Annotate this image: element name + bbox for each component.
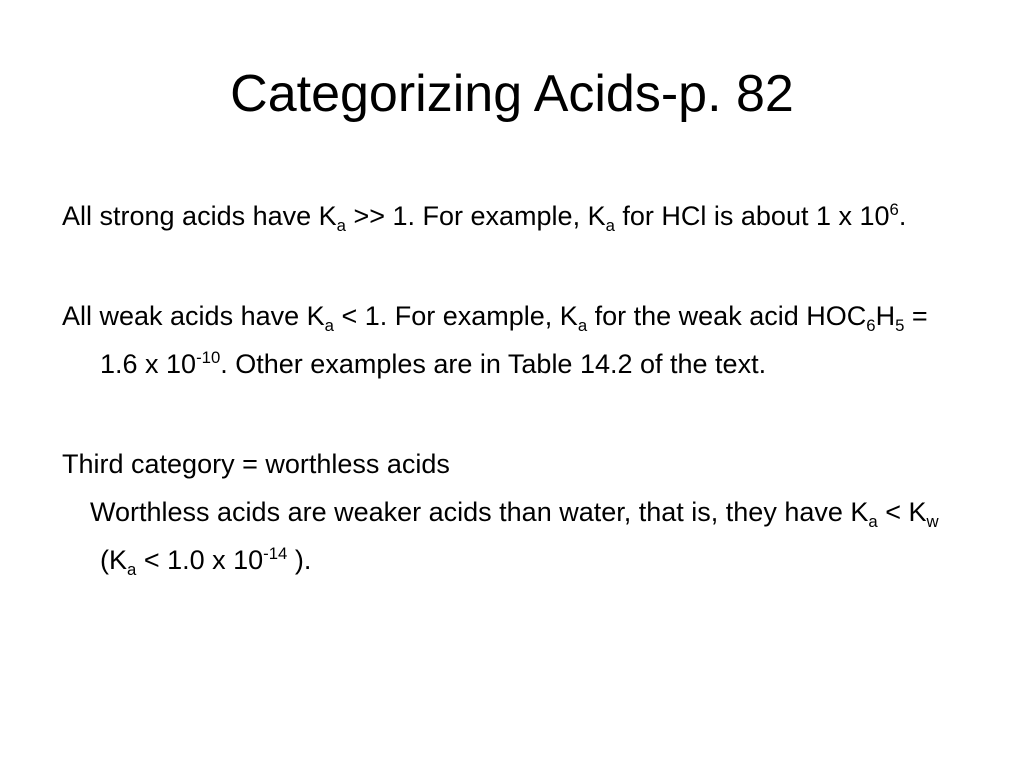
- text-run: < 1.0 x 10: [136, 545, 264, 575]
- superscript: -10: [196, 347, 221, 367]
- superscript: 6: [889, 199, 899, 219]
- text-run: Third category = worthless acids: [62, 449, 450, 479]
- text-run: ).: [287, 545, 312, 575]
- slide-title: Categorizing Acids-p. 82: [230, 65, 794, 123]
- superscript: -14: [263, 543, 288, 563]
- text-run: < K: [877, 497, 927, 527]
- subscript: a: [336, 215, 346, 235]
- subscript: 5: [895, 315, 905, 335]
- paragraph-third-category: [62, 440, 972, 488]
- text-run: H: [875, 301, 896, 331]
- subscript: 6: [866, 315, 876, 335]
- text-run: < 1. For example, K: [333, 301, 578, 331]
- subscript: a: [868, 511, 878, 531]
- subscript: a: [605, 215, 615, 235]
- text-run: All weak acids have K: [62, 301, 325, 331]
- paragraph-strong-acids: [62, 192, 972, 240]
- slide-body: [62, 192, 972, 584]
- paragraph-worthless-acids: [62, 488, 972, 584]
- subscript: a: [324, 315, 334, 335]
- subscript: w: [926, 511, 939, 531]
- text-run: (K: [100, 545, 127, 575]
- text-run: = 1.6 x 10: [100, 301, 928, 379]
- text-run: .: [898, 201, 907, 231]
- text-run: All strong acids have K: [62, 201, 337, 231]
- paragraph-spacer: [62, 240, 972, 292]
- text-run: for HCl is about 1 x 10: [614, 201, 890, 231]
- text-run: Worthless acids are weaker acids than water, that is, they have K: [90, 497, 869, 527]
- text-run: for the weak acid HOC: [587, 301, 867, 331]
- text-run: >> 1. For example, K: [345, 201, 606, 231]
- subscript: a: [127, 559, 137, 579]
- paragraph-spacer: [62, 388, 972, 440]
- subscript: a: [577, 315, 588, 335]
- text-run: . Other examples are in Table 14.2 of the text.: [220, 349, 767, 379]
- paragraph-weak-acids: [62, 292, 972, 388]
